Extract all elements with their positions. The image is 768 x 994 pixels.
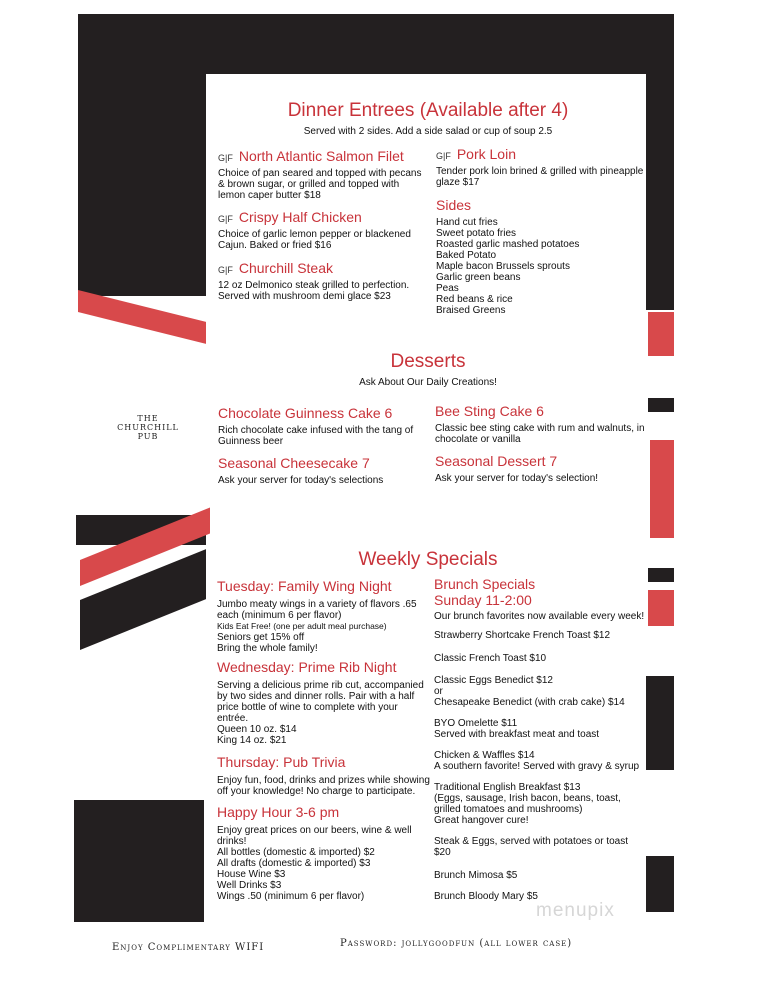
brunch-item-line: Classic Eggs Benedict $12 (434, 675, 553, 686)
brunch-item-line: Traditional English Breakfast $13 (434, 782, 581, 793)
dessert-item-desc: chocolate or vanilla (435, 434, 521, 445)
brunch-item-line: Brunch Mimosa $5 (434, 870, 518, 881)
dinner-item-salmon (218, 148, 421, 201)
brunch-intro: Our brunch favorites now available every week! (434, 611, 645, 622)
dessert-item-name: Seasonal Cheesecake 7 (218, 455, 370, 471)
dessert-item-name: Chocolate Guinness Cake 6 (218, 405, 393, 421)
special-desc: entrée. (217, 713, 249, 724)
left-red-stripe (78, 290, 206, 344)
right-red-block-1 (648, 312, 674, 356)
dessert-item-name: Bee Sting Cake 6 (435, 403, 544, 419)
side-item: Maple bacon Brussels sprouts (436, 261, 570, 272)
special-desc: Enjoy fun, food, drinks and prizes while showing (217, 775, 430, 786)
brunch-item (434, 653, 546, 664)
left-black-panel (78, 14, 206, 296)
brunch-item (434, 870, 517, 881)
right-black-block-2 (648, 568, 674, 582)
dinner-subtitle: Served with 2 sides. Add a side salad or cup of soup 2.5 (303, 126, 553, 137)
brunch-item (434, 630, 610, 641)
brunch-item-line: Chicken & Waffles $14 (434, 750, 535, 761)
brunch-item-line: (Eggs, sausage, Irish bacon, beans, toast, (434, 793, 621, 804)
special-name: Happy Hour 3-6 pm (217, 804, 340, 820)
special-desc: Enjoy great prices on our beers, wine & well (217, 825, 412, 836)
gluten-free-label: G|F (218, 214, 233, 224)
right-black-block-1 (648, 398, 674, 412)
dinner-item-name: North Atlantic Salmon Filet (238, 148, 404, 164)
right-black-block-3 (646, 676, 674, 770)
brunch-header (434, 576, 644, 622)
weekly-title: Weekly Specials (358, 549, 498, 570)
brunch-item (434, 675, 625, 708)
brunch-item-line: Classic French Toast $10 (434, 653, 547, 664)
logo-line-1: THE (137, 414, 159, 423)
side-item: Garlic green beans (436, 272, 521, 283)
sides-section (436, 197, 579, 316)
dessert-item-desc: Rich chocolate cake infused with the tang of (218, 425, 414, 436)
left-black-bottom (74, 800, 204, 922)
right-red-block-2 (650, 440, 674, 538)
special-desc: House Wine $3 (217, 869, 286, 880)
gluten-free-label: G|F (436, 151, 451, 161)
brunch-title: Brunch Specials (434, 576, 536, 592)
brunch-time: Sunday 11-2:00 (434, 592, 532, 608)
side-item: Sweet potato fries (436, 228, 517, 239)
menupix-watermark: menupix (536, 900, 615, 921)
special-name: Wednesday: Prime Rib Night (217, 659, 397, 675)
dessert-item-name: Seasonal Dessert 7 (435, 453, 558, 469)
special-desc: Wings .50 (minimum 6 per flavor) (217, 891, 365, 902)
brunch-item-line: Brunch Bloody Mary $5 (434, 891, 538, 902)
footer-wifi: Enjoy Complimentary WIFI (112, 942, 265, 953)
special-desc: Bring the whole family! (217, 643, 318, 654)
special-desc: King 14 oz. $21 (217, 735, 287, 746)
desserts-subtitle: Ask About Our Daily Creations! (359, 377, 497, 388)
dinner-item-desc: Choice of garlic lemon pepper or blackened (218, 229, 411, 240)
special-desc: Serving a delicious prime rib cut, accompanied (217, 680, 424, 691)
special-name: Tuesday: Family Wing Night (217, 578, 392, 594)
brunch-item-line: BYO Omelette $11 (434, 718, 518, 729)
right-red-block-3 (648, 590, 674, 626)
side-item: Hand cut fries (436, 217, 498, 228)
dinner-item-desc: & brown sugar, or grilled and topped with (218, 179, 400, 190)
brunch-item (434, 750, 639, 772)
desserts-title: Desserts (390, 351, 466, 372)
special-name: Thursday: Pub Trivia (217, 754, 346, 770)
special-desc: Seniors get 15% off (217, 632, 305, 643)
dinner-item-desc: Served with mushroom demi glace $23 (218, 291, 391, 302)
dessert-item (435, 453, 598, 484)
side-item: Baked Potato (436, 250, 497, 261)
brunch-item-line: grilled tomatoes and mushrooms) (434, 804, 583, 815)
brunch-item-line: Steak & Eggs, served with potatoes or toast (434, 836, 628, 847)
side-item: Braised Greens (436, 305, 506, 316)
brunch-item-line: or (434, 686, 443, 697)
special-desc: by two sides and dinner rolls. Pair with a half (217, 691, 415, 702)
right-black-panel-top (646, 14, 674, 310)
right-black-bottom (646, 856, 674, 912)
logo-line-3: PUB (137, 432, 159, 441)
dinner-item-desc: 12 oz Delmonico steak grilled to perfection. (218, 280, 410, 291)
brunch-item (434, 782, 621, 826)
dessert-item-desc: Ask your server for today's selection! (435, 473, 599, 484)
dinner-item-desc: Tender pork loin brined & grilled with pineapple (436, 166, 644, 177)
gluten-free-label: G|F (218, 153, 233, 163)
special-tuesday (217, 578, 417, 654)
dessert-item (435, 403, 645, 445)
special-desc: drinks! (217, 836, 247, 847)
special-desc: All bottles (domestic & imported) $2 (217, 847, 375, 858)
brunch-item-line: Strawberry Shortcake French Toast $12 (434, 630, 611, 641)
dessert-item-desc: Classic bee sting cake with rum and walnuts, in (435, 423, 645, 434)
special-desc: Kids Eat Free! (one per adult meal purchase) (217, 621, 387, 631)
dinner-item-name: Churchill Steak (238, 260, 333, 276)
logo-line-2: CHURCHILL (117, 423, 179, 432)
side-item: Peas (436, 283, 459, 294)
footer-password: Password: jollygoodfun (all lower case) (340, 938, 573, 949)
dinner-item-pork (436, 146, 643, 188)
dinner-title: Dinner Entrees (Available after 4) (287, 100, 569, 121)
dinner-item-desc: lemon caper butter $18 (218, 190, 321, 201)
special-desc: Jumbo meaty wings in a variety of flavors .65 (217, 599, 417, 610)
dessert-item (218, 455, 383, 486)
sides-title: Sides (436, 197, 472, 213)
special-desc: Queen 10 oz. $14 (217, 724, 297, 735)
special-desc: All drafts (domestic & imported) $3 (217, 858, 371, 869)
dinner-item-desc: Choice of pan seared and topped with pecans (218, 168, 422, 179)
special-desc: price bottle of wine to complete with your (217, 702, 398, 713)
dinner-item-desc: Cajun. Baked or fried $16 (218, 240, 332, 251)
brunch-item-line: A southern favorite! Served with gravy & syrup (434, 761, 640, 772)
dessert-item-desc: Guinness beer (218, 436, 284, 447)
brunch-item-line: Chesapeake Benedict (with crab cake) $14 (434, 697, 625, 708)
brunch-item-line: $20 (434, 847, 451, 858)
dinner-item-name: Crispy Half Chicken (238, 209, 362, 225)
brunch-item (434, 836, 628, 858)
gluten-free-label: G|F (218, 265, 233, 275)
special-wednesday (217, 659, 424, 746)
brunch-item (434, 718, 599, 740)
brunch-item-line: Great hangover cure! (434, 815, 529, 826)
dinner-item-steak (218, 260, 409, 302)
dessert-item (218, 405, 413, 447)
dinner-item-name: Pork Loin (456, 146, 516, 162)
special-desc: Well Drinks $3 (217, 880, 282, 891)
dinner-item-chicken (218, 209, 411, 251)
churchill-pub-logo (108, 414, 188, 441)
side-item: Red beans & rice (436, 294, 513, 305)
dinner-item-desc: glaze $17 (436, 177, 480, 188)
brunch-item-line: Served with breakfast meat and toast (434, 729, 600, 740)
dessert-item-desc: Ask your server for today's selections (218, 475, 384, 486)
brunch-item (434, 891, 538, 902)
special-happy-hour (217, 804, 412, 902)
side-item: Roasted garlic mashed potatoes (436, 239, 580, 250)
special-desc: each (minimum 6 per flavor) (217, 610, 342, 621)
special-thursday (217, 754, 430, 797)
special-desc: off your knowledge! No charge to participate. (217, 786, 416, 797)
